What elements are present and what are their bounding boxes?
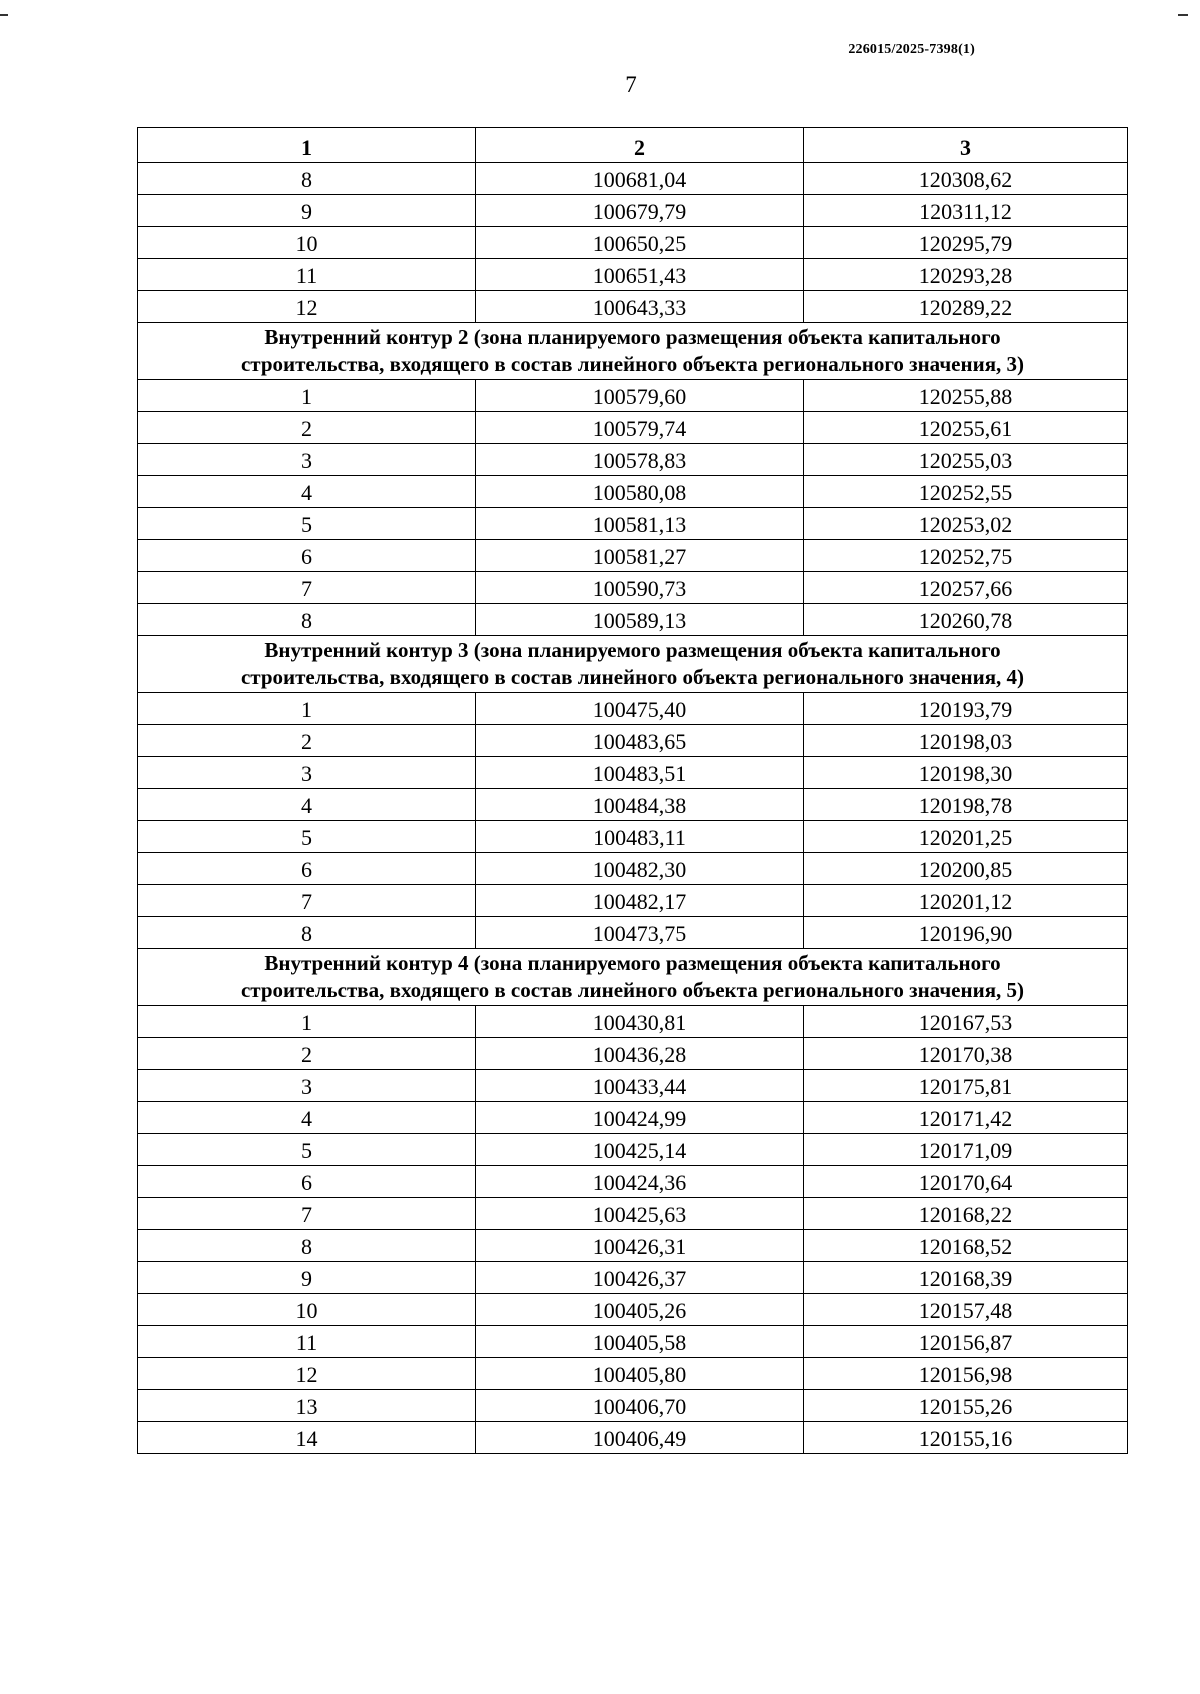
section-title-line: строительства, входящего в состав линейного объекта регионального значения, 3) [240, 352, 1025, 376]
section-title-line: строительства, входящего в состав линейного объекта регионального значения, 4) [240, 665, 1025, 689]
table-row [138, 1102, 1128, 1134]
y-coordinate-cell: 120260,78 [804, 604, 1128, 636]
point-number-cell: 2 [138, 412, 476, 444]
coordinates-table-body [138, 128, 1128, 1454]
table-row [138, 1166, 1128, 1198]
column-number-2: 2 [476, 128, 804, 163]
point-number-cell: 11 [138, 259, 476, 291]
x-coordinate-cell: 100580,08 [476, 476, 804, 508]
table-row [138, 572, 1128, 604]
table-row [138, 885, 1128, 917]
x-coordinate-cell: 100483,11 [476, 821, 804, 853]
point-number-cell: 3 [138, 444, 476, 476]
x-coordinate-cell: 100590,73 [476, 572, 804, 604]
point-number-cell: 5 [138, 508, 476, 540]
point-number-cell: 9 [138, 1262, 476, 1294]
x-coordinate-cell: 100681,04 [476, 163, 804, 195]
point-number-cell: 8 [138, 917, 476, 949]
point-number-cell: 14 [138, 1422, 476, 1454]
x-coordinate-cell: 100643,33 [476, 291, 804, 323]
x-coordinate-cell: 100482,30 [476, 853, 804, 885]
point-number-cell: 3 [138, 757, 476, 789]
table-row [138, 412, 1128, 444]
scan-edge-mark-right [1178, 14, 1188, 16]
section-title-row [138, 949, 1128, 1006]
section-title-line: Внутренний контур 4 (зона планируемого размещения объекта капитального [264, 951, 1001, 975]
y-coordinate-cell: 120198,30 [804, 757, 1128, 789]
table-row [138, 1294, 1128, 1326]
point-number-cell: 6 [138, 853, 476, 885]
document-number: 226015/2025-7398(1) [848, 42, 975, 57]
x-coordinate-cell: 100425,63 [476, 1198, 804, 1230]
table-row [138, 604, 1128, 636]
table-row [138, 917, 1128, 949]
y-coordinate-cell: 120155,26 [804, 1390, 1128, 1422]
table-row [138, 259, 1128, 291]
x-coordinate-cell: 100430,81 [476, 1006, 804, 1038]
table-row [138, 1006, 1128, 1038]
section-title-line: строительства, входящего в состав линейного объекта регионального значения, 5) [240, 978, 1025, 1002]
x-coordinate-cell: 100482,17 [476, 885, 804, 917]
point-number-cell: 6 [138, 540, 476, 572]
y-coordinate-cell: 120255,88 [804, 380, 1128, 412]
point-number-cell: 7 [138, 1198, 476, 1230]
y-coordinate-cell: 120200,85 [804, 853, 1128, 885]
x-coordinate-cell: 100578,83 [476, 444, 804, 476]
x-coordinate-cell: 100475,40 [476, 693, 804, 725]
x-coordinate-cell: 100589,13 [476, 604, 804, 636]
y-coordinate-cell: 120198,78 [804, 789, 1128, 821]
x-coordinate-cell: 100405,26 [476, 1294, 804, 1326]
point-number-cell: 1 [138, 693, 476, 725]
point-number-cell: 11 [138, 1326, 476, 1358]
x-coordinate-cell: 100406,70 [476, 1390, 804, 1422]
y-coordinate-cell: 120308,62 [804, 163, 1128, 195]
point-number-cell: 5 [138, 821, 476, 853]
x-coordinate-cell: 100679,79 [476, 195, 804, 227]
table-row [138, 1070, 1128, 1102]
table-row [138, 444, 1128, 476]
point-number-cell: 4 [138, 476, 476, 508]
x-coordinate-cell: 100433,44 [476, 1070, 804, 1102]
x-coordinate-cell: 100484,38 [476, 789, 804, 821]
table-row [138, 195, 1128, 227]
point-number-cell: 2 [138, 725, 476, 757]
table-row [138, 725, 1128, 757]
table-row [138, 291, 1128, 323]
column-number-row [138, 128, 1128, 163]
point-number-cell: 9 [138, 195, 476, 227]
point-number-cell: 1 [138, 380, 476, 412]
y-coordinate-cell: 120311,12 [804, 195, 1128, 227]
table-row [138, 1230, 1128, 1262]
table-row [138, 1422, 1128, 1454]
table-row [138, 853, 1128, 885]
point-number-cell: 13 [138, 1390, 476, 1422]
y-coordinate-cell: 120289,22 [804, 291, 1128, 323]
y-coordinate-cell: 120293,28 [804, 259, 1128, 291]
y-coordinate-cell: 120155,16 [804, 1422, 1128, 1454]
point-number-cell: 8 [138, 163, 476, 195]
x-coordinate-cell: 100579,74 [476, 412, 804, 444]
x-coordinate-cell: 100650,25 [476, 227, 804, 259]
point-number-cell: 7 [138, 885, 476, 917]
x-coordinate-cell: 100424,99 [476, 1102, 804, 1134]
table-row [138, 227, 1128, 259]
y-coordinate-cell: 120255,03 [804, 444, 1128, 476]
coordinates-table [137, 127, 1128, 1454]
table-row [138, 821, 1128, 853]
y-coordinate-cell: 120170,38 [804, 1038, 1128, 1070]
point-number-cell: 4 [138, 1102, 476, 1134]
point-number-cell: 2 [138, 1038, 476, 1070]
y-coordinate-cell: 120168,39 [804, 1262, 1128, 1294]
point-number-cell: 10 [138, 227, 476, 259]
section-title-line: Внутренний контур 2 (зона планируемого размещения объекта капитального [264, 325, 1001, 349]
y-coordinate-cell: 120156,87 [804, 1326, 1128, 1358]
table-row [138, 1358, 1128, 1390]
y-coordinate-cell: 120295,79 [804, 227, 1128, 259]
table-row [138, 693, 1128, 725]
x-coordinate-cell: 100579,60 [476, 380, 804, 412]
y-coordinate-cell: 120255,61 [804, 412, 1128, 444]
y-coordinate-cell: 120252,55 [804, 476, 1128, 508]
table-row [138, 1326, 1128, 1358]
table-row [138, 757, 1128, 789]
column-number-3: 3 [804, 128, 1128, 163]
y-coordinate-cell: 120201,25 [804, 821, 1128, 853]
x-coordinate-cell: 100483,51 [476, 757, 804, 789]
point-number-cell: 4 [138, 789, 476, 821]
point-number-cell: 3 [138, 1070, 476, 1102]
point-number-cell: 12 [138, 1358, 476, 1390]
y-coordinate-cell: 120167,53 [804, 1006, 1128, 1038]
table-row [138, 476, 1128, 508]
section-title-row [138, 636, 1128, 693]
table-row [138, 1262, 1128, 1294]
column-number-1: 1 [138, 128, 476, 163]
section-title [138, 636, 1128, 693]
x-coordinate-cell: 100581,27 [476, 540, 804, 572]
point-number-cell: 6 [138, 1166, 476, 1198]
y-coordinate-cell: 120171,09 [804, 1134, 1128, 1166]
x-coordinate-cell: 100436,28 [476, 1038, 804, 1070]
y-coordinate-cell: 120170,64 [804, 1166, 1128, 1198]
y-coordinate-cell: 120193,79 [804, 693, 1128, 725]
x-coordinate-cell: 100426,31 [476, 1230, 804, 1262]
section-title [138, 323, 1128, 380]
point-number-cell: 7 [138, 572, 476, 604]
table-row [138, 1390, 1128, 1422]
x-coordinate-cell: 100424,36 [476, 1166, 804, 1198]
table-row [138, 380, 1128, 412]
y-coordinate-cell: 120196,90 [804, 917, 1128, 949]
scan-edge-mark-left [0, 14, 8, 16]
table-row [138, 789, 1128, 821]
x-coordinate-cell: 100426,37 [476, 1262, 804, 1294]
y-coordinate-cell: 120175,81 [804, 1070, 1128, 1102]
point-number-cell: 8 [138, 1230, 476, 1262]
y-coordinate-cell: 120168,52 [804, 1230, 1128, 1262]
y-coordinate-cell: 120201,12 [804, 885, 1128, 917]
point-number-cell: 10 [138, 1294, 476, 1326]
point-number-cell: 8 [138, 604, 476, 636]
table-row [138, 1038, 1128, 1070]
x-coordinate-cell: 100406,49 [476, 1422, 804, 1454]
table-row [138, 1198, 1128, 1230]
x-coordinate-cell: 100405,80 [476, 1358, 804, 1390]
y-coordinate-cell: 120157,48 [804, 1294, 1128, 1326]
section-title [138, 949, 1128, 1006]
y-coordinate-cell: 120171,42 [804, 1102, 1128, 1134]
y-coordinate-cell: 120156,98 [804, 1358, 1128, 1390]
section-title-row [138, 323, 1128, 380]
y-coordinate-cell: 120257,66 [804, 572, 1128, 604]
section-title-line: Внутренний контур 3 (зона планируемого размещения объекта капитального [264, 638, 1001, 662]
y-coordinate-cell: 120252,75 [804, 540, 1128, 572]
point-number-cell: 5 [138, 1134, 476, 1166]
point-number-cell: 12 [138, 291, 476, 323]
table-row [138, 508, 1128, 540]
y-coordinate-cell: 120168,22 [804, 1198, 1128, 1230]
table-row [138, 540, 1128, 572]
point-number-cell: 1 [138, 1006, 476, 1038]
x-coordinate-cell: 100405,58 [476, 1326, 804, 1358]
x-coordinate-cell: 100483,65 [476, 725, 804, 757]
y-coordinate-cell: 120198,03 [804, 725, 1128, 757]
table-row [138, 1134, 1128, 1166]
x-coordinate-cell: 100425,14 [476, 1134, 804, 1166]
page-number: 7 [625, 72, 637, 97]
x-coordinate-cell: 100473,75 [476, 917, 804, 949]
x-coordinate-cell: 100581,13 [476, 508, 804, 540]
table-row [138, 163, 1128, 195]
x-coordinate-cell: 100651,43 [476, 259, 804, 291]
y-coordinate-cell: 120253,02 [804, 508, 1128, 540]
